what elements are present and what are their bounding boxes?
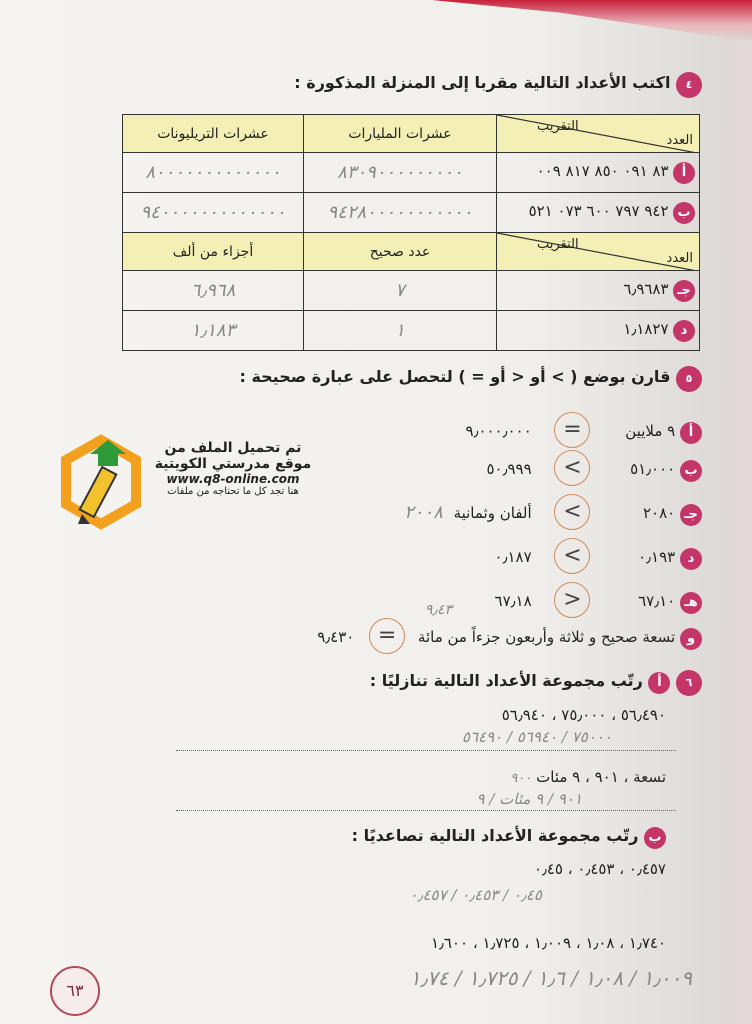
set-b2: ١٫٧٤٠ ، ١٫٠٨ ، ١٫٠٠٩ ، ١٫٧٢٥ ، ١٫٦٠٠ (430, 934, 666, 952)
compare-sign[interactable]: > (554, 494, 590, 530)
table-row (123, 311, 700, 351)
col-header-billions: عشرات المليارات (304, 115, 497, 153)
handwritten-note: ٢٠٠٨ (404, 502, 443, 523)
compare-left: ٠٫١٩٣ (638, 548, 676, 566)
row-answer: ١ (395, 320, 405, 341)
question-2-badge: ٥ (676, 366, 702, 392)
row-badge: جـ (673, 280, 695, 302)
row-badge: د (673, 320, 695, 342)
compare-sign[interactable]: > (554, 538, 590, 574)
page-edge-shadow (710, 40, 752, 1024)
compare-item (372, 538, 702, 574)
row-answer: ٧ (395, 280, 405, 301)
col-header-whole: عدد صحيح (304, 233, 497, 271)
compare-sign[interactable]: = (369, 618, 405, 654)
row-answer: ١٫١٨٣ (190, 320, 236, 341)
compare-item (372, 412, 702, 448)
question-3-badge: ٦ (676, 670, 702, 696)
item-badge: أ (680, 422, 702, 444)
answer-a1: ٧٥٠٠٠ / ٥٦٩٤٠ / ٥٦٤٩٠ (461, 728, 612, 746)
table-row (123, 193, 700, 233)
answer-line[interactable] (176, 810, 676, 811)
set-a2 (366, 768, 666, 786)
handwritten-note: ٩٠٠ (510, 771, 532, 786)
row-answer: ٨٠٠٠٠٠٠٠٠٠٠٠٠٠ (145, 162, 281, 183)
col-header-trillions: عشرات التريليونات (123, 115, 304, 153)
part-a-text: رتّب مجموعة الأعداد التالية تنازليًا : (369, 671, 643, 690)
row-number: ٨٣ ٠٩١ ٨٥٠ ٨١٧ ٠٠٩ (536, 161, 669, 180)
question-1-badge: ٤ (676, 72, 702, 98)
question-3-a-title (42, 670, 702, 696)
compare-right: ٥٠٫٩٩٩ (486, 460, 532, 478)
diag-header-cell (497, 115, 700, 153)
row-answer: ٩٤٠٠٠٠٠٠٠٠٠٠٠٠٠ (140, 202, 286, 223)
compare-right: ألفان وثمانية (453, 504, 532, 522)
set-b1: ٠٫٤٥٧ ، ٠٫٤٥٣ ، ٠٫٤٥ (533, 860, 666, 878)
compare-left: ٢٠٨٠ (642, 504, 676, 522)
item-badge: د (680, 548, 702, 570)
compare-item (372, 582, 702, 618)
compare-right: ٦٧٫١٨ (494, 592, 532, 610)
col-header-thousandths: أجزاء من ألف (123, 233, 304, 271)
answer-b1: ٠٫٤٥ / ٠٫٤٥٣ / ٠٫٤٥٧ (409, 886, 542, 904)
row-badge: ب (673, 202, 695, 224)
row-badge: أ (673, 162, 695, 184)
compare-sign[interactable]: < (554, 582, 590, 618)
table-row (123, 153, 700, 193)
part-b-text: رتّب مجموعة الأعداد التالية تصاعديًا : (351, 826, 639, 845)
question-3-b-title (46, 826, 666, 849)
compare-right: ٩٫٤٣٠ (317, 628, 355, 646)
row-number: ٦٫٩٦٨٣ (623, 279, 669, 298)
page-number: ٦٣ (50, 966, 100, 1016)
table-row (123, 271, 700, 311)
row-answer: ٩٤٢٨٠٠٠٠٠٠٠٠٠٠٠ (327, 202, 473, 223)
site-logo (60, 432, 142, 532)
diag-bottom-label: العدد (666, 251, 693, 266)
row-number: ٩٤٢ ٧٩٧ ٦٠٠ ٠٧٣ ٥٢١ (528, 201, 669, 220)
item-badge: هـ (680, 592, 702, 614)
logo-url[interactable]: www.q8-online.com (166, 472, 300, 486)
question-1-text: اكتب الأعداد التالية مقربا إلى المنزلة المذكورة : (294, 73, 671, 92)
row-answer: ٨٣٠٩٠٠٠٠٠٠٠٠٠ (337, 162, 463, 183)
compare-left: ٦٧٫١٠ (638, 592, 676, 610)
compare-right: ٩٫٠٠٠٫٠٠٠ (465, 422, 532, 440)
question-2-text: قارن بوضع ( > أو < أو = ) لتحصل على عبارة صحيحة : (239, 367, 671, 386)
item-badge: و (680, 628, 702, 650)
compare-sign[interactable]: = (554, 412, 590, 448)
set-a1: ٥٦٫٤٩٠ ، ٧٥٫٠٠٠ ، ٥٦٫٩٤٠ (501, 706, 666, 724)
compare-sign[interactable]: > (554, 450, 590, 486)
row-answer: ٦٫٩٦٨ (190, 280, 236, 301)
compare-right: ٠٫١٨٧ (494, 548, 532, 566)
logo-line-2: موقع مدرستي الكويتية (154, 456, 312, 472)
item-badge: جـ (680, 504, 702, 526)
compare-left: ٥١٫٠٠٠ (630, 460, 676, 478)
diag-top-label: التقريب (537, 237, 579, 252)
compare-item (372, 450, 702, 486)
logo-line-3: هنا تجد كل ما تحتاجه من ملفات (167, 486, 299, 497)
compare-item (302, 494, 702, 530)
handwritten-note: ٩٫٤٣ (424, 602, 452, 618)
set-a2-text: تسعة ، ٩٠١ ، ٩ مئات (536, 768, 666, 786)
question-1-title (42, 72, 702, 98)
row-number: ١٫١٨٢٧ (623, 319, 669, 338)
logo-text (148, 440, 318, 497)
rounding-table-1 (122, 114, 700, 351)
question-2-title (42, 366, 702, 392)
diag-top-label: التقريب (537, 119, 579, 134)
answer-b2: ١٫٠٠٩ / ١٫٠٨ / ١٫٦ / ١٫٧٢٥ / ١٫٧٤ (409, 966, 692, 990)
diag-bottom-label: العدد (666, 133, 693, 148)
compare-left: ٩ ملايين (625, 422, 676, 440)
item-badge: ب (680, 460, 702, 482)
compare-left: تسعة صحيح و ثلاثة وأربعون جزءاً من مائة (417, 628, 676, 646)
diag-header-cell (497, 233, 700, 271)
part-a-badge: أ (648, 672, 670, 694)
answer-a2: ٩٠١ / ٩ مئات / ٩ (476, 790, 582, 808)
logo-line-1: تم تحميل الملف من (164, 440, 302, 456)
answer-line[interactable] (176, 750, 676, 751)
part-b-badge: ب (644, 827, 666, 849)
